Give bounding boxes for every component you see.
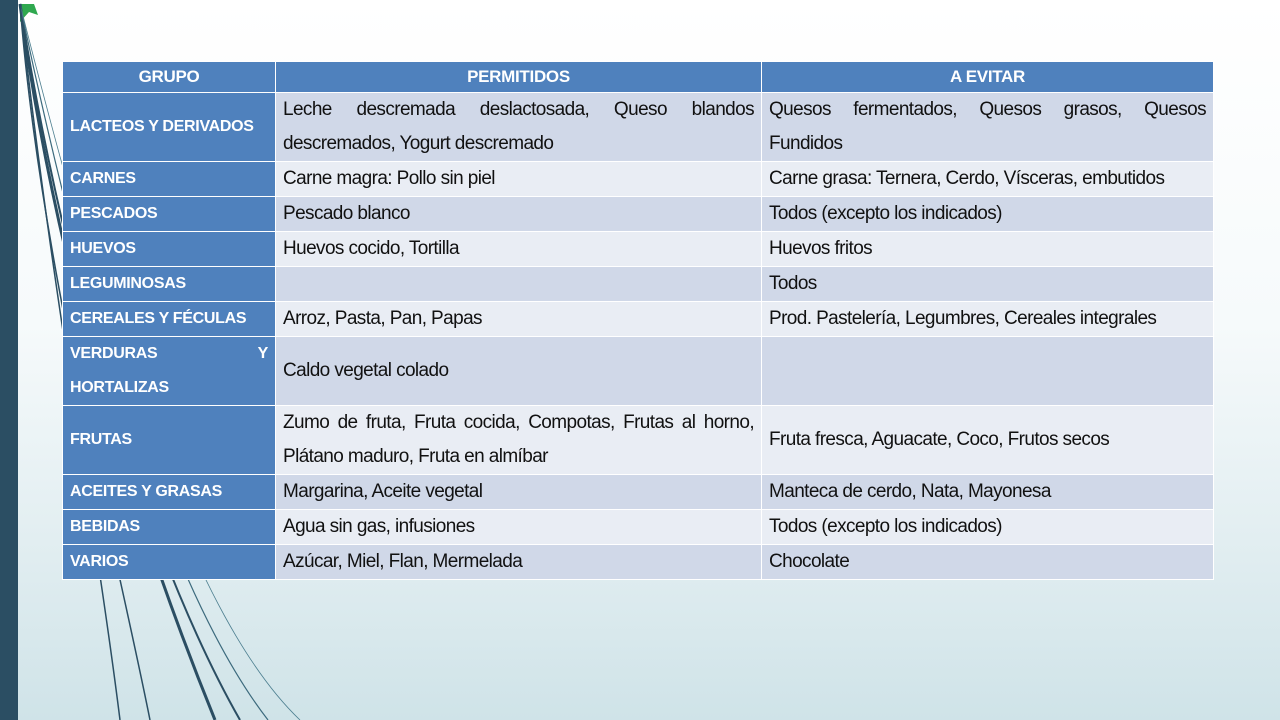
row-group-cell: LACTEOS Y DERIVADOS bbox=[63, 93, 276, 162]
table-row bbox=[63, 93, 1214, 162]
row-evitar-cell: Manteca de cerdo, Nata, Mayonesa bbox=[762, 475, 1214, 510]
table-row bbox=[63, 510, 1214, 545]
table-row bbox=[63, 545, 1214, 580]
row-group-cell: CARNES bbox=[63, 162, 276, 197]
row-permitidos-cell: Zumo de fruta, Fruta cocida, Compotas, Frutas al horno, Plátano maduro, Fruta en almíbar bbox=[276, 406, 762, 475]
table-row bbox=[63, 337, 1214, 406]
row-group-cell: PESCADOS bbox=[63, 197, 276, 232]
row-evitar-cell: Fruta fresca, Aguacate, Coco, Frutos secos bbox=[762, 406, 1214, 475]
row-evitar-cell: Todos (excepto los indicados) bbox=[762, 197, 1214, 232]
row-evitar-cell: Todos (excepto los indicados) bbox=[762, 510, 1214, 545]
row-evitar-cell: Quesos fermentados, Quesos grasos, Quesos Fundidos bbox=[762, 93, 1214, 162]
row-evitar-cell: Chocolate bbox=[762, 545, 1214, 580]
row-group-cell: VERDURAS Y HORTALIZAS bbox=[63, 337, 276, 406]
row-evitar-cell: Prod. Pastelería, Legumbres, Cereales integrales bbox=[762, 302, 1214, 337]
row-permitidos-cell: Arroz, Pasta, Pan, Papas bbox=[276, 302, 762, 337]
table-row bbox=[63, 197, 1214, 232]
header-permitidos: PERMITIDOS bbox=[276, 62, 762, 93]
row-permitidos-cell bbox=[276, 267, 762, 302]
row-group-cell: ACEITES Y GRASAS bbox=[63, 475, 276, 510]
row-group-cell: FRUTAS bbox=[63, 406, 276, 475]
row-permitidos-cell: Carne magra: Pollo sin piel bbox=[276, 162, 762, 197]
table-row bbox=[63, 406, 1214, 475]
row-permitidos-cell: Azúcar, Miel, Flan, Mermelada bbox=[276, 545, 762, 580]
table-row bbox=[63, 267, 1214, 302]
header-grupo: GRUPO bbox=[63, 62, 276, 93]
row-group-cell: VARIOS bbox=[63, 545, 276, 580]
table-header-row bbox=[63, 62, 1214, 93]
table-row bbox=[63, 232, 1214, 267]
row-group-cell: BEBIDAS bbox=[63, 510, 276, 545]
row-evitar-cell: Todos bbox=[762, 267, 1214, 302]
row-permitidos-cell: Pescado blanco bbox=[276, 197, 762, 232]
diet-table bbox=[62, 61, 1214, 580]
row-permitidos-cell: Caldo vegetal colado bbox=[276, 337, 762, 406]
table-row bbox=[63, 302, 1214, 337]
row-evitar-cell: Huevos fritos bbox=[762, 232, 1214, 267]
header-evitar: A EVITAR bbox=[762, 62, 1214, 93]
table-row bbox=[63, 475, 1214, 510]
row-permitidos-cell: Leche descremada deslactosada, Queso blandos descremados, Yogurt descremado bbox=[276, 93, 762, 162]
row-group-cell: CEREALES Y FÉCULAS bbox=[63, 302, 276, 337]
table-row bbox=[63, 162, 1214, 197]
row-permitidos-cell: Agua sin gas, infusiones bbox=[276, 510, 762, 545]
row-evitar-cell: Carne grasa: Ternera, Cerdo, Vísceras, embutidos bbox=[762, 162, 1214, 197]
row-evitar-cell bbox=[762, 337, 1214, 406]
row-group-cell: LEGUMINOSAS bbox=[63, 267, 276, 302]
row-permitidos-cell: Margarina, Aceite vegetal bbox=[276, 475, 762, 510]
row-permitidos-cell: Huevos cocido, Tortilla bbox=[276, 232, 762, 267]
row-group-cell: HUEVOS bbox=[63, 232, 276, 267]
